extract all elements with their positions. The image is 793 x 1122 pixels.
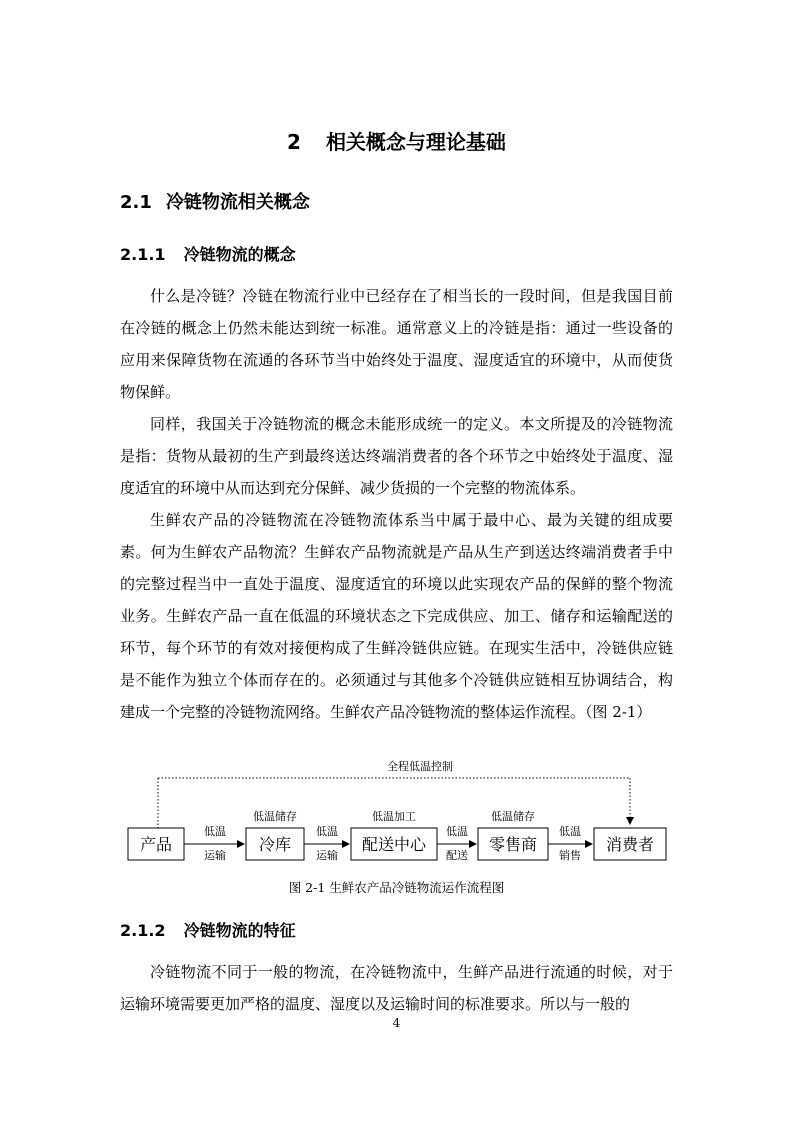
section-heading (120, 188, 310, 214)
subsection-number-1: 2.1.1 (120, 245, 166, 264)
chapter-title: 相关概念与理论基础 (325, 130, 506, 154)
paragraph-1: 什么是冷链？冷链在物流行业中已经存在了相当长的一段时间，但是我国目前在冷链的概念上仍然未能达到统一标准。通常意义上的冷链是指：通过一些设备的应用来保障货物在流通的各环节当中始终处于温度、湿度适宜的环境中，从而使货物保鲜。 (120, 287, 673, 401)
paragraph-2: 同样，我国关于冷链物流的概念未能形成统一的定义。本文所提及的冷链物流是指：货物从最初的生产到最终送达终端消费者的各个环节之中始终处于温度、湿度适宜的环境中从而达到充分保鲜、减少货损的一个完整的物流体系。 (120, 415, 673, 497)
section-title: 冷链物流相关概念 (165, 192, 310, 213)
arrow-3-bottom: 配送 (446, 849, 468, 862)
arrow-4-bottom: 销售 (559, 849, 581, 862)
arrow-1 (184, 825, 244, 862)
node-product (128, 828, 184, 860)
node-distribution-center (351, 809, 437, 860)
flowchart-figure (120, 752, 680, 870)
arrow-2-top: 低温 (316, 825, 338, 838)
chapter-number: 2 (287, 130, 301, 154)
arrow-1-bottom: 运输 (204, 849, 226, 862)
node-label-distribution-center: 配送中心 (361, 835, 427, 854)
node-label-retailer: 零售商 (488, 835, 538, 854)
node-retailer (478, 809, 548, 860)
page-number: 4 (392, 1016, 401, 1030)
section-number: 2.1 (120, 192, 152, 213)
node-consumer (594, 828, 666, 860)
arrow-3-top: 低温 (446, 825, 468, 838)
subsection-title-2: 冷链物流的特征 (183, 921, 296, 940)
node-top-label-retailer: 低温储存 (491, 810, 535, 823)
subsection-heading-1 (120, 242, 296, 265)
paragraph-4: 冷链物流不同于一般的物流，在冷链物流中，生鲜产品进行流通的时候，对于运输环境需要更加严格的温度、湿度以及运输时间的标准要求。所以与一般的 (120, 963, 673, 1013)
control-label: 全程低温控制 (387, 760, 453, 773)
node-cold-storage (246, 809, 304, 860)
figure-caption: 图 2-1 生鲜农产品冷链物流运作流程图 (288, 880, 505, 895)
arrow-1-top: 低温 (204, 825, 226, 838)
subsection-heading-2 (120, 918, 296, 941)
node-label-cold-storage: 冷库 (258, 835, 292, 854)
node-label-product: 产品 (139, 835, 173, 854)
arrow-4-top: 低温 (559, 825, 581, 838)
subsection-title-1: 冷链物流的概念 (183, 245, 296, 264)
node-label-consumer: 消费者 (605, 835, 655, 854)
paragraph-3: 生鲜农产品的冷链物流在冷链物流体系当中属于最中心、最为关键的组成要素。何为生鲜农产品物流？生鲜农产品物流就是产品从生产到送达终端消费者手中的完整过程当中一直处于温度、湿度适宜的环境以此实现农产品的保鲜的整个物流业务。生鲜农产品一直在低温的环境状态之下完成供应、加工、储存和运输配送的环节，每个环节的有效对接便构成了生鲜冷链供应链。在现实生活中，冷链供应链是不能作为独立个体而存在的。必须通过与其他多个冷链供应链相互协调结合，构建成一个完整的冷链物流网络。生鲜农产品冷链物流的整体运作流程。（图 2-1） (120, 511, 673, 721)
subsection-number-2: 2.1.2 (120, 921, 166, 940)
chapter-heading (0, 126, 793, 155)
arrow-4 (548, 825, 592, 862)
arrow-2 (304, 825, 349, 862)
arrow-3 (437, 825, 476, 862)
arrow-2-bottom: 运输 (316, 849, 338, 862)
node-top-label-distribution-center: 低温加工 (372, 810, 416, 823)
node-top-label-cold-storage: 低温储存 (253, 810, 297, 823)
